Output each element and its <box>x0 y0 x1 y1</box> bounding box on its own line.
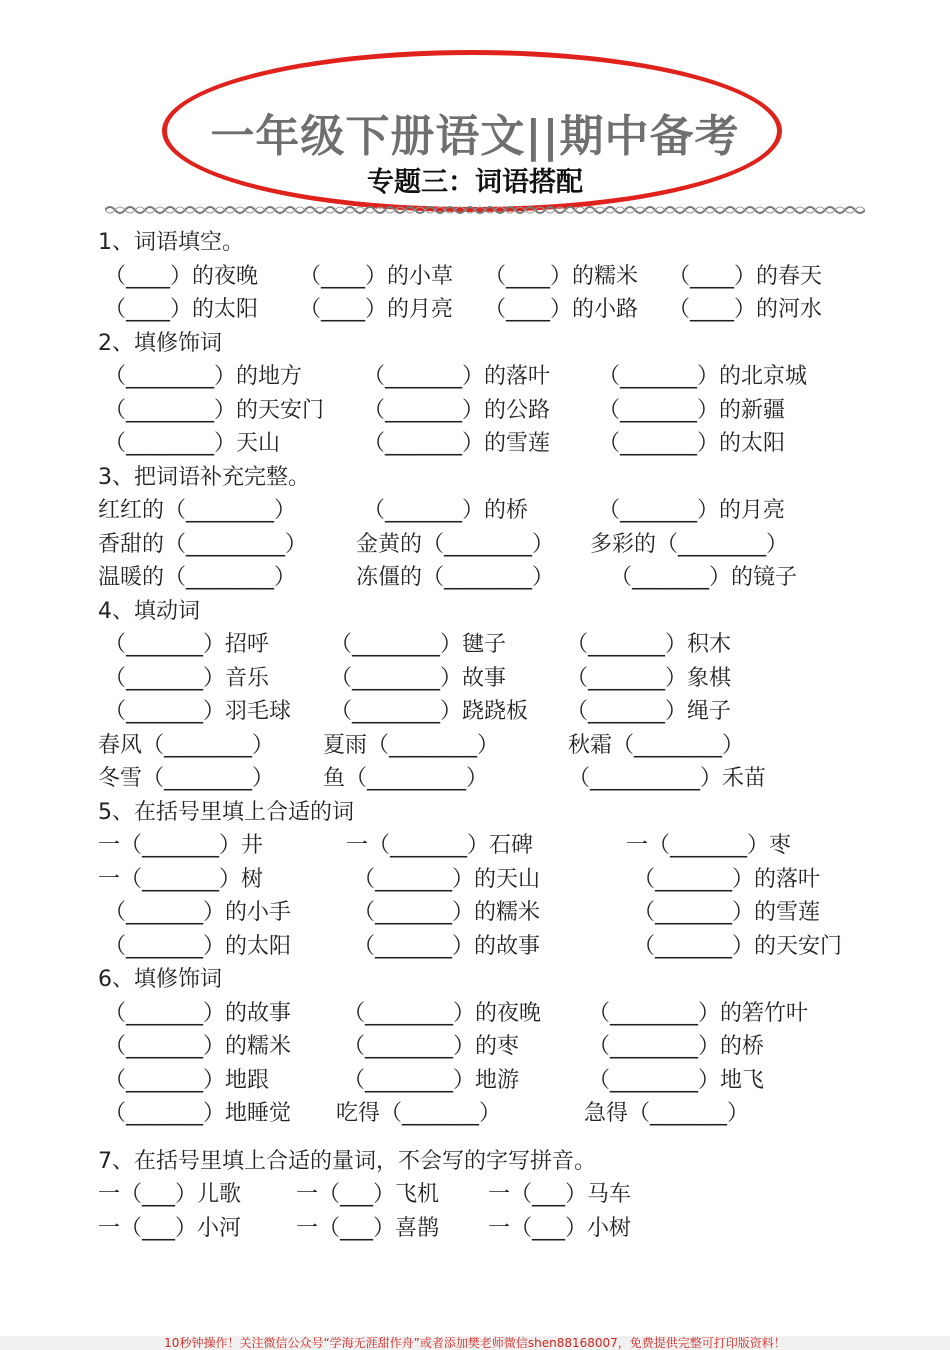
fill-in-blank-item: （____）的小草 <box>299 263 454 289</box>
fill-in-blank-item: 温暖的（________） <box>98 565 297 590</box>
footer-notice: 10秒钟操作！关注微信公众号“学海无涯甜作舟”或者添加樊老师微信shen88168007，免费提供完整可打印版资料！ <box>0 1336 950 1350</box>
fill-in-blank-item: （_______）绳子 <box>566 699 732 724</box>
fill-in-blank-item: （_______）的太阳 <box>598 431 786 456</box>
fill-in-blank-item: （____）的小路 <box>484 297 639 322</box>
section-heading: 3、把词语补充完整。 <box>98 464 310 490</box>
worksheet-body <box>98 226 898 1245</box>
fill-in-blank-item: 红红的（________） <box>98 498 297 523</box>
fill-in-blank-item: （________）跷跷板 <box>330 699 529 724</box>
fill-in-blank-item: （________）的桥 <box>588 1034 765 1059</box>
fill-in-blank-item: 一（___）小河 <box>98 1215 242 1241</box>
fill-in-blank-item: （________）故事 <box>330 665 507 691</box>
section-heading: 2、填修饰词 <box>98 330 222 356</box>
fill-in-blank-item: （_______）的镜子 <box>610 565 798 590</box>
fill-in-blank-item: （_______）的落叶 <box>633 866 821 892</box>
exercise-row <box>98 997 898 1031</box>
fill-in-blank-item: 一（___）喜鹊 <box>296 1215 440 1241</box>
fill-in-blank-item: （_______）的太阳 <box>104 933 292 959</box>
fill-in-blank-item: （________）毽子 <box>330 632 507 657</box>
page-subtitle: 专题三：词语搭配 <box>367 167 583 198</box>
fill-in-blank-item: （_______）的新疆 <box>598 397 786 423</box>
fill-in-blank-item: 秋霜（________） <box>568 732 745 758</box>
exercise-row <box>98 427 898 461</box>
section-heading: 5、在括号里填上合适的词 <box>98 799 354 825</box>
section-gap <box>98 1131 898 1145</box>
fill-in-blank-item: （_______）的小手 <box>104 900 292 925</box>
exercise-row <box>98 628 898 662</box>
fill-in-blank-item: 一（_______）树 <box>98 866 264 892</box>
fill-in-blank-item: （_______）地跟 <box>104 1067 270 1093</box>
fill-in-blank-item: （_______）音乐 <box>104 665 270 691</box>
exercise-row <box>98 1212 898 1246</box>
fill-in-blank-item: （_______）的桥 <box>363 498 529 523</box>
fill-in-blank-item: （_______）的雪莲 <box>363 431 551 456</box>
fill-in-blank-item: （_______）地睡觉 <box>104 1101 292 1126</box>
fill-in-blank-item: 一（_______）石碑 <box>346 833 534 858</box>
exercise-row <box>98 1178 898 1212</box>
fill-in-blank-item: （_______）招呼 <box>104 632 270 657</box>
exercise-row <box>98 528 898 562</box>
fill-in-blank-item: 一（___）飞机 <box>296 1182 440 1207</box>
fill-in-blank-item: （____）的月亮 <box>299 297 454 322</box>
fill-in-blank-item: 夏雨（________） <box>323 732 500 758</box>
fill-in-blank-item: （________）的夜晚 <box>343 1000 542 1026</box>
fill-in-blank-item: （_______）的雪莲 <box>633 900 821 925</box>
fill-in-blank-item: 香甜的（_________） <box>98 531 308 557</box>
fill-in-blank-item: 冬雪（________） <box>98 766 275 791</box>
exercise-row <box>98 494 898 528</box>
exercise-row <box>98 930 898 964</box>
section-heading: 1、词语填空。 <box>98 230 244 255</box>
exercise-row <box>98 293 898 327</box>
fill-in-blank-item: （_______）的故事 <box>353 933 541 959</box>
fill-in-blank-item: 冻僵的（________） <box>356 565 555 590</box>
fill-in-blank-item: （________）的枣 <box>343 1034 520 1059</box>
fill-in-blank-item: （________）地飞 <box>588 1067 765 1093</box>
section-heading: 7、在括号里填上合适的量词，不会写的字写拼音。 <box>98 1148 596 1174</box>
fill-in-blank-item: （_______）的天山 <box>353 866 541 892</box>
section-heading: 4、填动词 <box>98 598 200 624</box>
exercise-row <box>98 762 898 796</box>
fill-in-blank-item: （_______）的糯米 <box>104 1034 292 1059</box>
fill-in-blank-item: （________）的箬竹叶 <box>588 1000 809 1026</box>
exercise-row <box>98 1030 898 1064</box>
fill-in-blank-item: （_______）的公路 <box>363 397 551 423</box>
page-title: 一年级下册语文||期中备考 <box>210 111 740 162</box>
fill-in-blank-item: 多彩的（________） <box>590 531 789 557</box>
fill-in-blank-item: （________）天山 <box>104 431 281 456</box>
fill-in-blank-item: （_______）的故事 <box>104 1000 292 1026</box>
fill-in-blank-item: （____）的河水 <box>668 297 823 322</box>
exercise-row <box>98 662 898 696</box>
exercise-row <box>98 360 898 394</box>
fill-in-blank-item: （________）的地方 <box>104 364 303 389</box>
fill-in-blank-item: （_______）积木 <box>566 632 732 657</box>
fill-in-blank-item: 一（___）马车 <box>488 1182 632 1207</box>
fill-in-blank-item: 一（_______）井 <box>98 833 264 858</box>
fill-in-blank-item: 吃得（_______） <box>336 1101 502 1126</box>
fill-in-blank-item: （_______）象棋 <box>566 665 732 691</box>
fill-in-blank-item: 一（___）儿歌 <box>98 1182 242 1207</box>
fill-in-blank-item: 春风（________） <box>98 732 275 758</box>
fill-in-blank-item: （_______）的天安门 <box>633 933 843 959</box>
exercise-row <box>98 829 898 863</box>
fill-in-blank-item: 金黄的（________） <box>356 531 555 557</box>
exercise-row <box>98 394 898 428</box>
fill-in-blank-item: （_______）的糯米 <box>353 900 541 925</box>
fill-in-blank-item: （________）的天安门 <box>104 397 325 423</box>
exercise-row <box>98 729 898 763</box>
fill-in-blank-item: 鱼（_________） <box>323 766 489 791</box>
exercise-row <box>98 260 898 294</box>
fill-in-blank-item: （_______）的月亮 <box>598 498 786 523</box>
fill-in-blank-item: （_______）的落叶 <box>363 364 551 389</box>
fill-in-blank-item: 急得（_______） <box>584 1101 750 1126</box>
exercise-row <box>98 863 898 897</box>
fill-in-blank-item: （____）的春天 <box>668 263 823 289</box>
section-heading: 6、填修饰词 <box>98 967 222 992</box>
fill-in-blank-item: 一（_______）枣 <box>626 833 792 858</box>
exercise-row <box>98 695 898 729</box>
fill-in-blank-item: （________）地游 <box>343 1067 520 1093</box>
fill-in-blank-item: （____）的糯米 <box>484 263 639 289</box>
fill-in-blank-item: （_______）羽毛球 <box>104 699 292 724</box>
exercise-row <box>98 1097 898 1131</box>
fill-in-blank-item: （_______）的北京城 <box>598 364 808 389</box>
fill-in-blank-item: 一（___）小树 <box>488 1215 632 1241</box>
page-header <box>0 0 950 230</box>
fill-in-blank-item: （__________）禾苗 <box>568 766 767 791</box>
exercise-row <box>98 561 898 595</box>
decorative-divider <box>105 203 865 217</box>
exercise-row <box>98 896 898 930</box>
exercise-row <box>98 1064 898 1098</box>
fill-in-blank-item: （____）的夜晚 <box>104 263 259 289</box>
fill-in-blank-item: （____）的太阳 <box>104 297 259 322</box>
